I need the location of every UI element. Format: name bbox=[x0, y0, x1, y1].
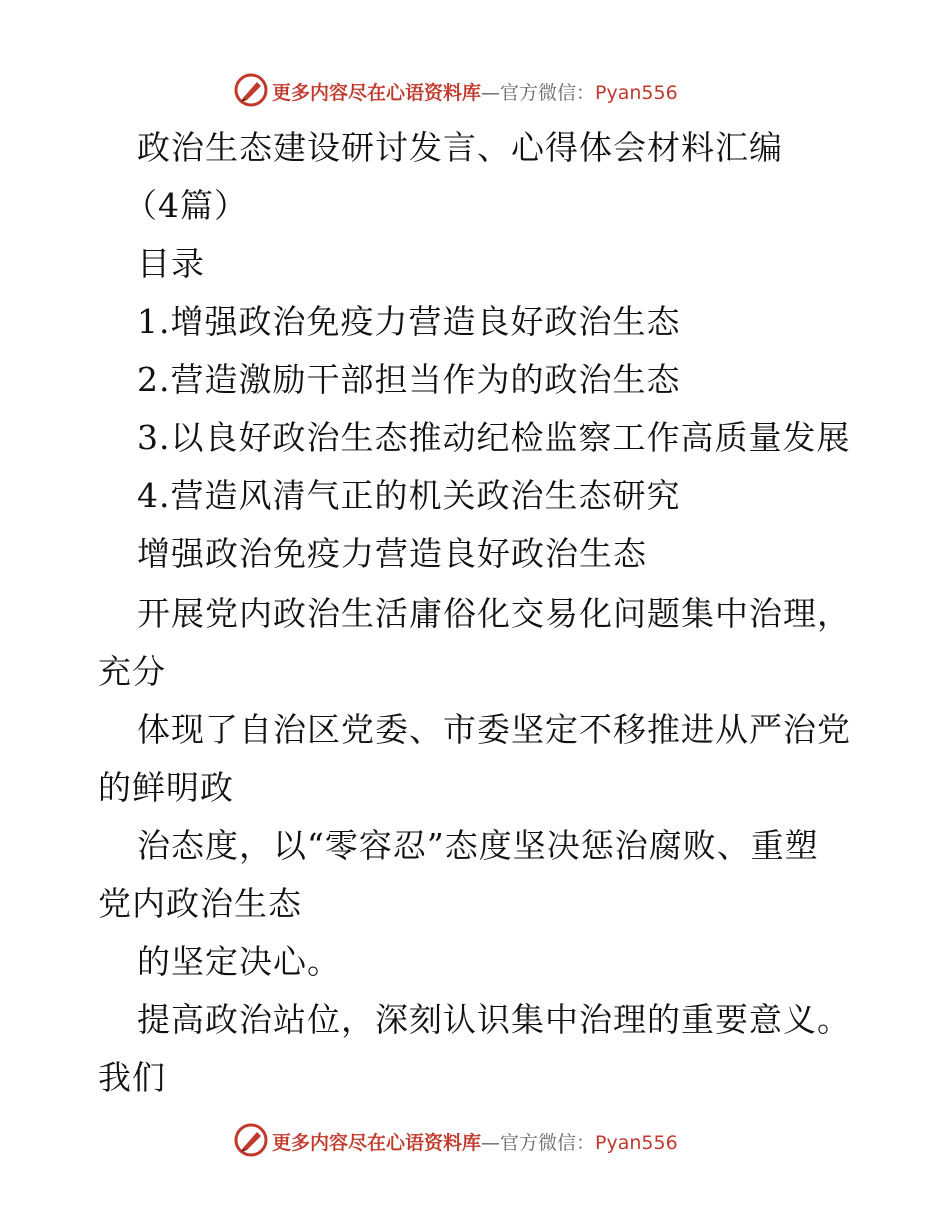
toc-item: 4.营造风清气正的机关政治生态研究 bbox=[137, 476, 681, 515]
footer-watermark-banner bbox=[0, 1120, 950, 1160]
document-subtitle: （4篇） bbox=[124, 186, 248, 225]
toc-heading: 目录 bbox=[137, 244, 205, 283]
body-line: 的鲜明政 bbox=[98, 768, 234, 807]
body-line: 开展党内政治生活庸俗化交易化问题集中治理， bbox=[137, 594, 851, 633]
pen-logo-icon bbox=[233, 72, 269, 108]
document-title: 政治生态建设研讨发言、心得体会材料汇编 bbox=[137, 128, 783, 167]
body-line: 体现了自治区党委、市委坚定不移推进从严治党 bbox=[137, 710, 851, 749]
toc-item: 2.营造激励干部担当作为的政治生态 bbox=[137, 360, 681, 399]
body-line: 提高政治站位，深刻认识集中治理的重要意义。 bbox=[137, 1000, 851, 1039]
body-line: 充分 bbox=[98, 652, 166, 691]
toc-item: 1.增强政治免疫力营造良好政治生态 bbox=[137, 302, 681, 341]
body-line: 的坚定决心。 bbox=[137, 942, 341, 981]
body-line: 治态度，以“零容忍”态度坚决惩治腐败、重塑 bbox=[137, 826, 819, 865]
header-banner-text: 更多内容尽在心语资料库—官方微信：Pyan556 bbox=[272, 82, 678, 104]
pen-logo-icon bbox=[233, 1122, 269, 1158]
body-line: 我们 bbox=[98, 1058, 166, 1097]
section-title: 增强政治免疫力营造良好政治生态 bbox=[137, 534, 647, 573]
body-line: 党内政治生态 bbox=[98, 884, 302, 923]
header-watermark-banner bbox=[0, 70, 950, 110]
footer-banner-text: 更多内容尽在心语资料库—官方微信：Pyan556 bbox=[272, 1132, 678, 1154]
toc-item: 3.以良好政治生态推动纪检监察工作高质量发展 bbox=[137, 418, 851, 457]
